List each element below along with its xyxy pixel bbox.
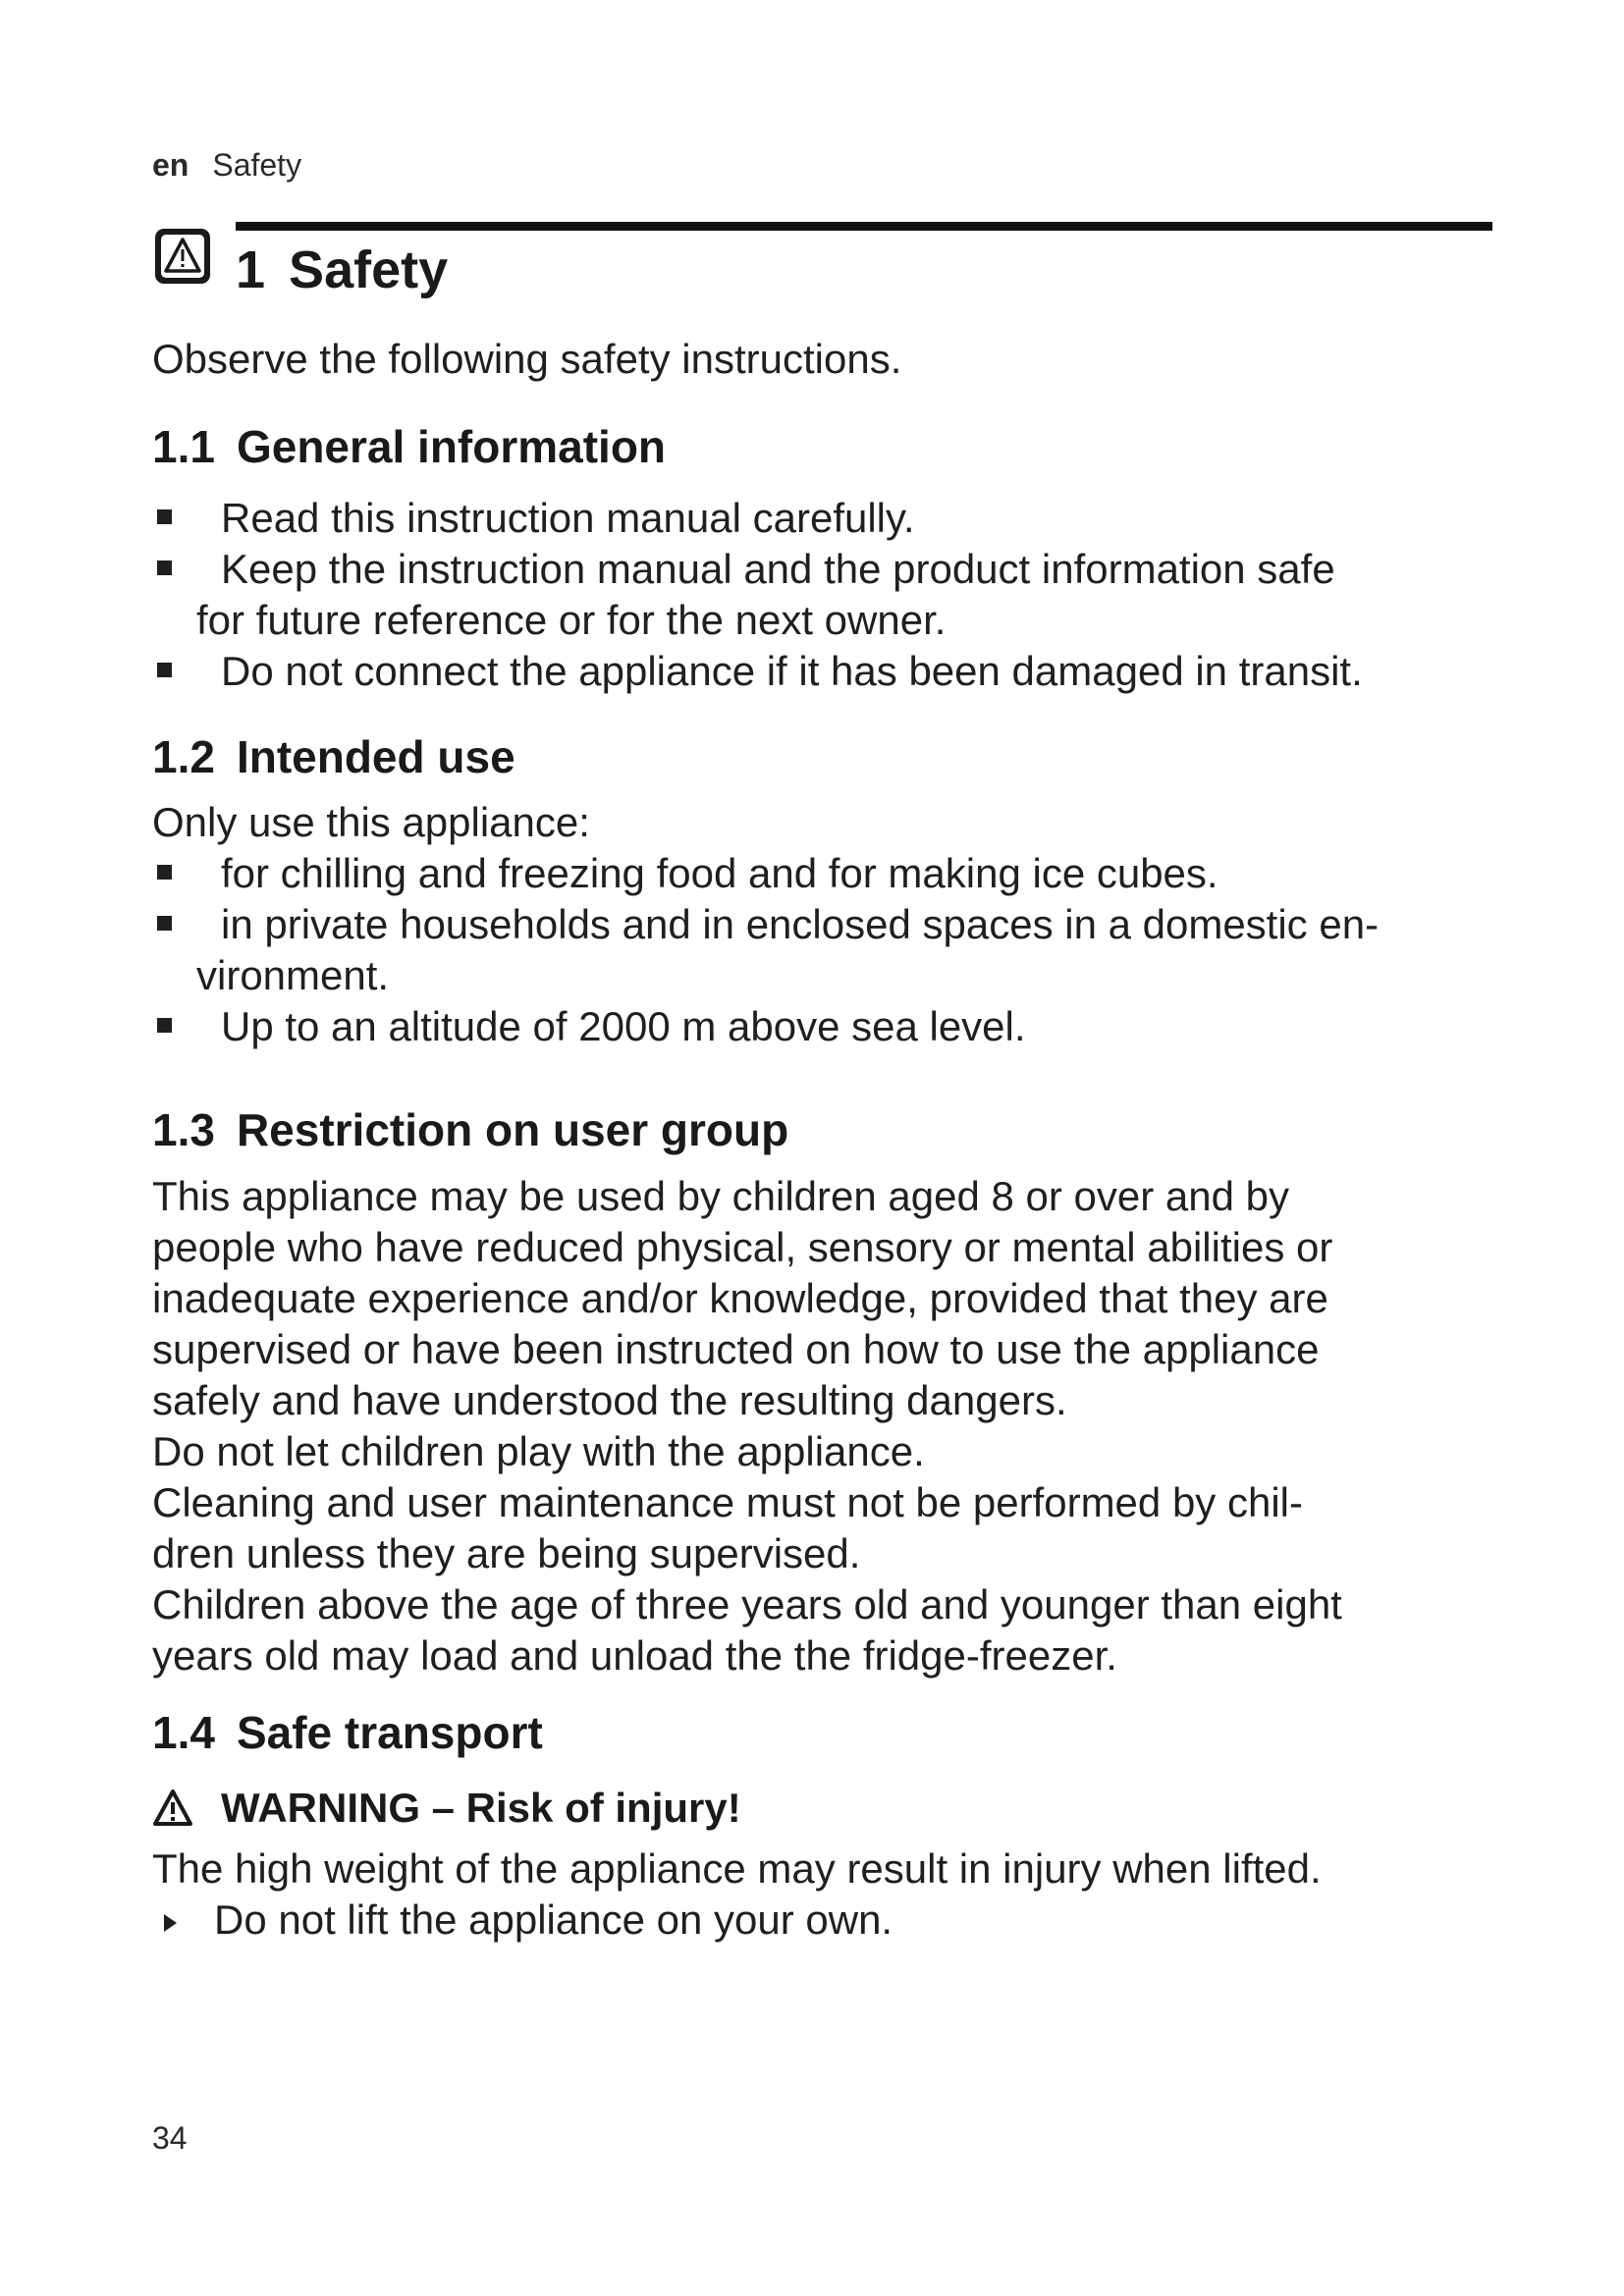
chapter-number: 1 xyxy=(236,240,266,299)
warning-triangle-icon xyxy=(152,1789,193,1828)
warning-text: WARNING – Risk of injury! xyxy=(221,1785,741,1831)
action-arrow-icon xyxy=(164,1914,177,1932)
bullet-icon xyxy=(157,561,172,575)
section-number: 1.3 xyxy=(152,1104,215,1155)
bullet-icon xyxy=(157,663,172,677)
section-number: 1.4 xyxy=(152,1707,215,1758)
bullet-icon xyxy=(157,865,172,880)
section-heading-intended-use xyxy=(152,730,515,783)
section-title: General information xyxy=(236,421,667,472)
section-heading-safe-transport xyxy=(152,1706,543,1759)
list-item: Keep the instruction manual and the product information safe for future reference or for the next owner. xyxy=(152,544,1527,646)
chapter-title-text: Safety xyxy=(289,240,449,299)
bullet-icon xyxy=(157,1018,172,1033)
list-item: Read this instruction manual carefully. xyxy=(152,493,1527,544)
bullet-icon xyxy=(157,916,172,931)
section-title: Safe transport xyxy=(236,1707,543,1758)
section-heading-user-group xyxy=(152,1103,788,1156)
running-header xyxy=(152,147,301,184)
warning-description: The high weight of the appliance may result in injury when lifted. xyxy=(152,1845,1322,1892)
section-number: 1.2 xyxy=(152,731,215,782)
action-step: Do not lift the appliance on your own. xyxy=(152,1896,893,1944)
section-title: Restriction on user group xyxy=(236,1104,789,1155)
section-title: Intended use xyxy=(236,731,515,782)
header-section: Safety xyxy=(212,147,302,183)
page-number: 34 xyxy=(152,2120,188,2156)
intended-use-lead: Only use this appliance: xyxy=(152,799,590,845)
user-group-text: This appliance may be used by children aged 8 or over and by people who have reduced physical, sensory or mental abilities or inadequate experience and/or knowledge, provided that they are supervised or have been instructed on how to use the appliance safely and have understood the resulting dangers. Do not let children play with the appliance. Cleaning and user maintenance must not be performed by chil- dren unless they are being supervised. Children above the age of three years old and younger than eight years old may load and unload the the fridge-freezer. xyxy=(152,1173,1342,1679)
general-info-list xyxy=(152,493,1527,697)
warning-box-icon xyxy=(152,226,213,287)
chapter-rule xyxy=(236,222,1492,231)
bullet-icon xyxy=(157,509,172,524)
section-number: 1.1 xyxy=(152,421,215,472)
list-item: in private households and in enclosed spaces in a domestic en- vironment. xyxy=(152,899,1527,1001)
intro-text: Observe the following safety instructions. xyxy=(152,336,902,382)
list-item: Up to an altitude of 2000 m above sea level. xyxy=(152,1001,1527,1052)
intended-use-list xyxy=(152,848,1527,1052)
warning-heading xyxy=(152,1785,741,1832)
list-item: Do not connect the appliance if it has been damaged in transit. xyxy=(152,646,1527,697)
section-heading-general xyxy=(152,420,666,473)
chapter-title xyxy=(236,240,448,300)
language-code: en xyxy=(152,147,189,183)
list-item: for chilling and freezing food and for making ice cubes. xyxy=(152,848,1527,899)
